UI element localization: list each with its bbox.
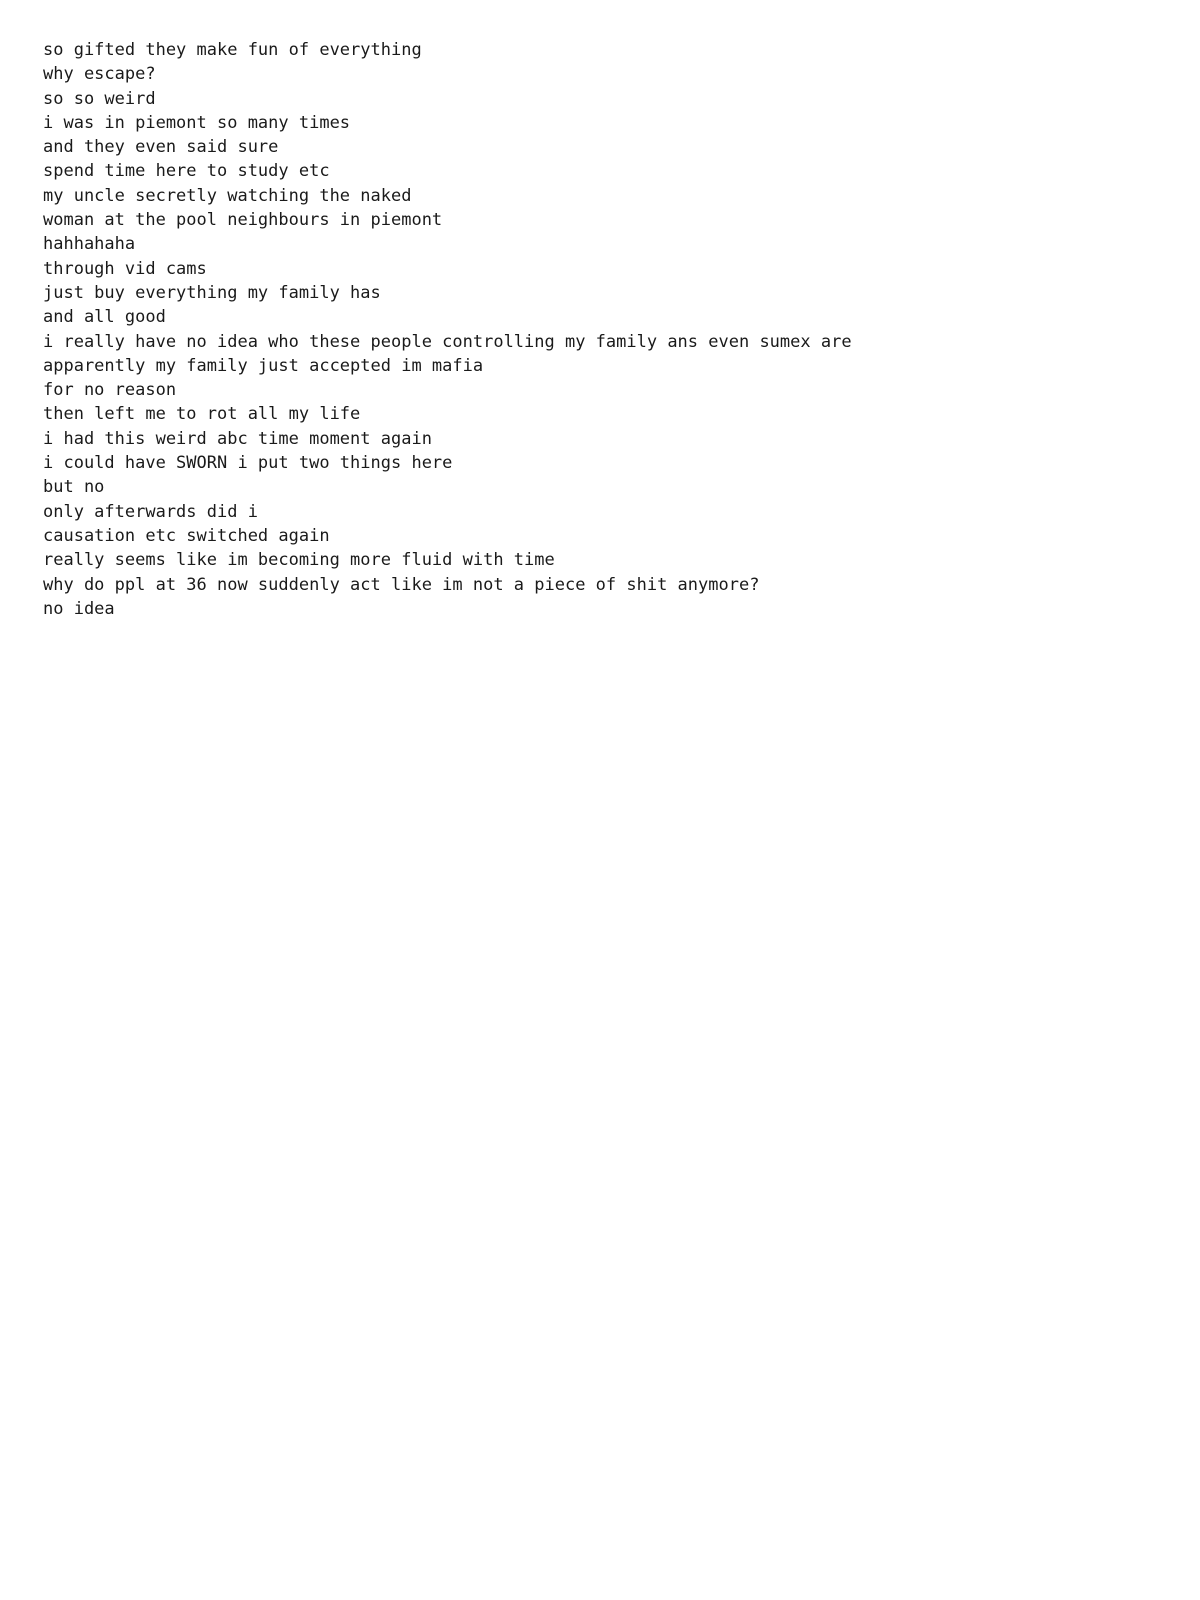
text-line: through vid cams (43, 258, 207, 279)
text-line: for no reason (43, 380, 177, 401)
text-line: causation etc switched again (43, 525, 330, 546)
text-line: no idea (43, 598, 115, 619)
text-document (43, 38, 1173, 621)
text-line: only afterwards did i (43, 501, 258, 522)
text-line: i had this weird abc time moment again (43, 428, 432, 449)
text-line: so so weird (43, 88, 156, 109)
text-line: and all good (43, 307, 166, 328)
text-line: i really have no idea who these people controlling my family ans even sumex are (43, 331, 852, 352)
text-line: really seems like im becoming more fluid with time (43, 550, 555, 571)
text-line: i could have SWORN i put two things here (43, 453, 453, 474)
text-line: just buy everything my family has (43, 282, 381, 303)
text-line: so gifted they make fun of everything (43, 40, 422, 60)
text-line: why escape? (43, 64, 156, 85)
text-line: my uncle secretly watching the naked (43, 185, 412, 206)
text-line: i was in piemont so many times (43, 112, 351, 133)
text-line: why do ppl at 36 now suddenly act like im not a piece of shit anymore? (43, 574, 760, 595)
text-line: hahhahaha (43, 234, 136, 255)
text-line: but no (43, 477, 105, 498)
text-line: woman at the pool neighbours in piemont (43, 210, 443, 231)
text-line: apparently my family just accepted im mafia (43, 355, 484, 376)
text-line: and they even said sure (43, 137, 279, 158)
text-line: then left me to rot all my life (43, 404, 361, 425)
text-line: spend time here to study etc (43, 161, 330, 182)
